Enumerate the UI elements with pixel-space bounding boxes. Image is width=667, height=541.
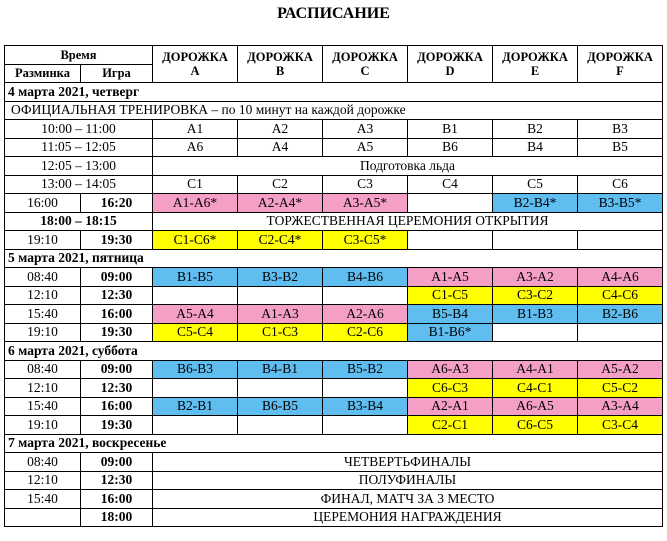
table-row xyxy=(5,120,663,139)
table-row xyxy=(5,83,663,102)
final-event: ЦЕРЕМОНИЯ НАГРАЖДЕНИЯ xyxy=(153,508,663,527)
lane-cell: A1-A5 xyxy=(408,268,493,287)
lane-cell: C4-C6 xyxy=(578,286,663,305)
game-time: 16:00 xyxy=(81,397,153,416)
lane-cell: A2-A1 xyxy=(408,397,493,416)
table-row xyxy=(5,323,663,342)
lane-header-a xyxy=(153,46,238,83)
warmup-time: 12:10 xyxy=(5,286,81,305)
table-row xyxy=(5,453,663,472)
lane-header-b xyxy=(238,46,323,83)
lane-cell: C1-C6* xyxy=(153,231,238,250)
lane-cell: C2-C4* xyxy=(238,231,323,250)
lane-cell: C5-C4 xyxy=(153,323,238,342)
lane-letter: E xyxy=(530,64,540,78)
table-row xyxy=(5,397,663,416)
warmup-time: 19:10 xyxy=(5,416,81,435)
warmup-time: 08:40 xyxy=(5,360,81,379)
table-row xyxy=(5,305,663,324)
lane-cell xyxy=(578,323,663,342)
table-row xyxy=(5,101,663,120)
lane-cell xyxy=(493,323,578,342)
lane-cell: B2 xyxy=(493,120,578,139)
lane-header-d xyxy=(408,46,493,83)
game-header: Игра xyxy=(81,64,153,83)
lane-cell: B3-B2 xyxy=(238,268,323,287)
header-row-1 xyxy=(5,46,663,65)
warmup-time: 16:00 xyxy=(5,194,81,213)
lane-cell xyxy=(493,231,578,250)
game-time: 12:30 xyxy=(81,471,153,490)
warmup-time: 08:40 xyxy=(5,453,81,472)
lane-cell: C6 xyxy=(578,175,663,194)
game-time: 12:30 xyxy=(81,379,153,398)
lane-cell: B4-B6 xyxy=(323,268,408,287)
lane-header-e xyxy=(493,46,578,83)
lane-cell: B2-B6 xyxy=(578,305,663,324)
game-time: 16:20 xyxy=(81,194,153,213)
lane-cell: A1-A3 xyxy=(238,305,323,324)
lane-cell: A2 xyxy=(238,120,323,139)
table-row xyxy=(5,490,663,509)
official-training-row: ОФИЦИАЛЬНАЯ ТРЕНИРОВКА – по 10 минут на каждой дорожке xyxy=(5,101,663,120)
lane-cell: B2-B4* xyxy=(493,194,578,213)
lane-letter: D xyxy=(445,64,455,78)
lane-cell: A3-A4 xyxy=(578,397,663,416)
lane-cell: C3-C4 xyxy=(578,416,663,435)
lane-letter: C xyxy=(360,64,370,78)
lane-cell xyxy=(323,416,408,435)
lane-cell: B4 xyxy=(493,138,578,157)
lane-cell: A4-A6 xyxy=(578,268,663,287)
lane-cell xyxy=(408,231,493,250)
day-header: 7 марта 2021, воскресенье xyxy=(5,434,663,453)
lane-cell: C4-C1 xyxy=(493,379,578,398)
lane-cell xyxy=(323,379,408,398)
lane-cell xyxy=(238,379,323,398)
game-time: 19:30 xyxy=(81,323,153,342)
lane-letter: B xyxy=(275,64,285,78)
lane-cell: C3-C2 xyxy=(493,286,578,305)
lane-word: ДОРОЖКА xyxy=(502,50,568,64)
warmup-time: 08:40 xyxy=(5,268,81,287)
lane-cell: A1-A6* xyxy=(153,194,238,213)
lane-cell: A6 xyxy=(153,138,238,157)
time-range: 12:05 – 13:00 xyxy=(5,157,153,176)
lane-cell xyxy=(153,416,238,435)
schedule-body xyxy=(5,83,663,527)
lane-cell: A6-A3 xyxy=(408,360,493,379)
game-time: 09:00 xyxy=(81,268,153,287)
lane-cell: A3-A5* xyxy=(323,194,408,213)
table-row xyxy=(5,286,663,305)
lane-cell: C1-C3 xyxy=(238,323,323,342)
lane-cell xyxy=(238,286,323,305)
lane-letter: A xyxy=(190,64,200,78)
lane-cell: B5 xyxy=(578,138,663,157)
lane-cell xyxy=(153,286,238,305)
lane-cell xyxy=(408,194,493,213)
day-header: 4 марта 2021, четверг xyxy=(5,83,663,102)
lane-cell: C1 xyxy=(153,175,238,194)
lane-word: ДОРОЖКА xyxy=(162,50,228,64)
time-range: 11:05 – 12:05 xyxy=(5,138,153,157)
lane-cell: A3-A2 xyxy=(493,268,578,287)
warmup-time: 19:10 xyxy=(5,323,81,342)
lane-cell: B5-B2 xyxy=(323,360,408,379)
day-header: 5 марта 2021, пятница xyxy=(5,249,663,268)
lane-cell: B6-B5 xyxy=(238,397,323,416)
lane-cell: A2-A4* xyxy=(238,194,323,213)
warmup-time: 15:40 xyxy=(5,305,81,324)
game-time: 09:00 xyxy=(81,453,153,472)
day-header: 6 марта 2021, суббота xyxy=(5,342,663,361)
table-row xyxy=(5,471,663,490)
lane-cell: A4 xyxy=(238,138,323,157)
lane-word: ДОРОЖКА xyxy=(587,50,653,64)
lane-cell: B3-B5* xyxy=(578,194,663,213)
table-row xyxy=(5,379,663,398)
lane-cell: A5-A4 xyxy=(153,305,238,324)
warmup-time: 19:10 xyxy=(5,231,81,250)
game-time: 18:00 xyxy=(81,508,153,527)
table-row xyxy=(5,157,663,176)
lane-cell: B1-B6* xyxy=(408,323,493,342)
lane-word: ДОРОЖКА xyxy=(417,50,483,64)
lane-cell: A2-A6 xyxy=(323,305,408,324)
time-range: 13:00 – 14:05 xyxy=(5,175,153,194)
time-range: 10:00 – 11:00 xyxy=(5,120,153,139)
warmup-time xyxy=(5,508,81,527)
lane-cell: B3 xyxy=(578,120,663,139)
game-time: 12:30 xyxy=(81,286,153,305)
table-row xyxy=(5,268,663,287)
lane-cell: C2 xyxy=(238,175,323,194)
final-event: ПОЛУФИНАЛЫ xyxy=(153,471,663,490)
lane-cell: C4 xyxy=(408,175,493,194)
lane-cell: C2-C1 xyxy=(408,416,493,435)
lane-cell: B1-B3 xyxy=(493,305,578,324)
lane-cell: A1 xyxy=(153,120,238,139)
lane-cell: A4-A1 xyxy=(493,360,578,379)
game-time: 09:00 xyxy=(81,360,153,379)
final-event: ЧЕТВЕРТЬФИНАЛЫ xyxy=(153,453,663,472)
lane-cell: C5 xyxy=(493,175,578,194)
schedule-table xyxy=(4,45,663,527)
lane-cell: B5-B4 xyxy=(408,305,493,324)
lane-cell: A6-A5 xyxy=(493,397,578,416)
lane-cell: C1-C5 xyxy=(408,286,493,305)
lane-cell: A5-A2 xyxy=(578,360,663,379)
lane-header-c xyxy=(323,46,408,83)
table-row xyxy=(5,360,663,379)
table-row xyxy=(5,249,663,268)
game-time: 16:00 xyxy=(81,490,153,509)
lane-cell: C5-C2 xyxy=(578,379,663,398)
lane-cell xyxy=(153,379,238,398)
lane-cell: C2-C6 xyxy=(323,323,408,342)
lane-cell: B4-B1 xyxy=(238,360,323,379)
warmup-time: 12:10 xyxy=(5,471,81,490)
lane-cell: A3 xyxy=(323,120,408,139)
page-title: РАСПИСАНИЕ xyxy=(277,5,390,22)
lane-cell: B1 xyxy=(408,120,493,139)
lane-cell xyxy=(578,231,663,250)
table-row xyxy=(5,231,663,250)
table-row xyxy=(5,342,663,361)
lane-cell xyxy=(323,286,408,305)
lane-letter: F xyxy=(616,64,624,78)
lane-cell: B6-B3 xyxy=(153,360,238,379)
table-row xyxy=(5,508,663,527)
lane-cell: B3-B4 xyxy=(323,397,408,416)
lane-cell: B1-B5 xyxy=(153,268,238,287)
lane-header-f xyxy=(578,46,663,83)
warmup-header: Разминка xyxy=(5,64,81,83)
lane-word: ДОРОЖКА xyxy=(332,50,398,64)
table-row xyxy=(5,175,663,194)
ceremony-time: 18:00 – 18:15 xyxy=(5,212,153,231)
lane-cell: B2-B1 xyxy=(153,397,238,416)
lane-cell: A5 xyxy=(323,138,408,157)
table-row xyxy=(5,212,663,231)
table-row xyxy=(5,434,663,453)
wide-event: Подготовка льда xyxy=(153,157,663,176)
warmup-time: 15:40 xyxy=(5,397,81,416)
game-time: 19:30 xyxy=(81,231,153,250)
warmup-time: 12:10 xyxy=(5,379,81,398)
game-time: 19:30 xyxy=(81,416,153,435)
lane-cell xyxy=(238,416,323,435)
game-time: 16:00 xyxy=(81,305,153,324)
warmup-time: 15:40 xyxy=(5,490,81,509)
table-row xyxy=(5,138,663,157)
final-event: ФИНАЛ, МАТЧ ЗА 3 МЕСТО xyxy=(153,490,663,509)
table-row xyxy=(5,416,663,435)
time-header: Время xyxy=(5,46,153,65)
table-row xyxy=(5,194,663,213)
lane-cell: B6 xyxy=(408,138,493,157)
lane-cell: C3-C5* xyxy=(323,231,408,250)
lane-cell: C3 xyxy=(323,175,408,194)
lane-word: ДОРОЖКА xyxy=(247,50,313,64)
lane-cell: C6-C3 xyxy=(408,379,493,398)
ceremony-event: ТОРЖЕСТВЕННАЯ ЦЕРЕМОНИЯ ОТКРЫТИЯ xyxy=(153,212,663,231)
lane-cell: C6-C5 xyxy=(493,416,578,435)
